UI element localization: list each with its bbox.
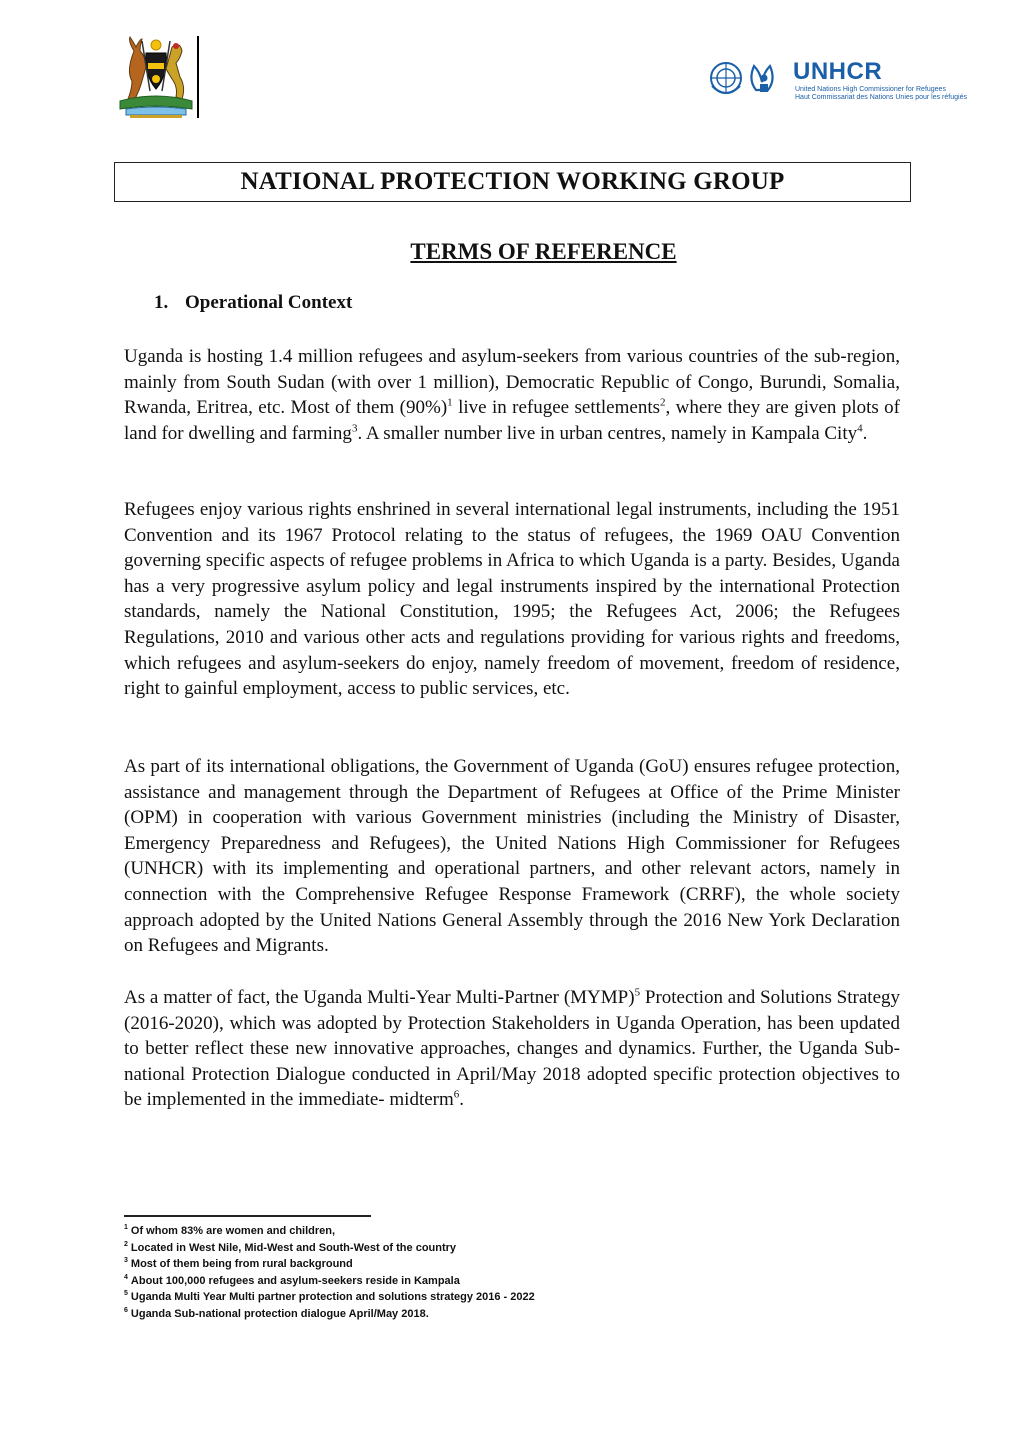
paragraph-4-text: .: [459, 1089, 465, 1111]
unhcr-wordmark: UNHCR: [793, 58, 883, 85]
footnote-item: $^5$ Uganda Multi Year Multi partner protection and solutions strategy 2016 - 2022: [124, 1290, 535, 1303]
paragraph-1-text: Uganda is hosting 1.4 million refugees and asylum-seekers from various countries of the sub-region, mainly from South Sudan (with over 1 million), Democratic Republic of Congo, Burundi, Somalia, Rwanda, Eritrea, etc. Most of them (90%): [124, 346, 900, 419]
un-emblem-icon: [711, 63, 741, 93]
paragraph-1-text: live in refugee settlements: [452, 397, 660, 419]
unhcr-tagline-en: United Nations High Commissioner for Refugees: [795, 86, 946, 93]
document-title: NATIONAL PROTECTION WORKING GROUP: [240, 168, 785, 195]
footnote-ref-2[interactable]: 2: [660, 396, 666, 409]
footnote-ref-5[interactable]: 5: [634, 986, 641, 999]
footnote-ref-3[interactable]: 3: [351, 422, 358, 435]
footnote-item: $^4$ About 100,000 refugees and asylum-seekers reside in Kampala: [124, 1273, 460, 1287]
unhcr-hands-icon: [751, 66, 772, 92]
paragraph-1-text: . A smaller number live in urban centres, namely in Kampala City: [357, 422, 858, 444]
paragraph-4: [124, 985, 900, 1113]
footnote-item: $^1$ Of whom 83% are women and children,: [124, 1224, 336, 1237]
footnote-ref-4[interactable]: 4: [857, 422, 863, 435]
document-title-box: [114, 162, 911, 202]
paragraph-1-text: .: [862, 422, 868, 444]
paragraph-4-text: As a matter of fact, the Uganda Multi-Year Multi-Partner (MYMP): [124, 987, 635, 1008]
paragraph-4-text: Protection and Solutions Strategy (2016-2020), which was adopted by Protection Stakeholders in Uganda Operation, has been updated to better reflect these new innovative approaches, changes and dynamics. Further, the Uganda Sub-national Protection Dialogue conducted in April/May 2018 adopted specific protection objectives to be implemented in the immediate- midterm: [124, 987, 900, 1111]
section-heading: [154, 292, 352, 314]
section-number: 1.: [154, 292, 169, 313]
footnotes-list: [124, 1223, 535, 1322]
logo-divider: [197, 36, 199, 118]
uganda-coat-of-arms-logo: [110, 35, 200, 119]
section-title: Operational Context: [185, 292, 353, 313]
footnote-ref-1[interactable]: 1: [447, 396, 453, 409]
unhcr-tagline: [795, 86, 995, 102]
document-subtitle: TERMS OF REFERENCE: [410, 239, 677, 264]
footnote-separator: [124, 1215, 371, 1217]
footnote-item: $^2$ Located in West Nile, Mid-West and South-West of the country: [124, 1240, 457, 1254]
footnote-ref-6[interactable]: 6: [453, 1089, 460, 1102]
footnote-item: $^6$ Uganda Sub-national protection dialogue April/May 2018.: [124, 1306, 429, 1320]
footnote-item: $^3$ Most of them being from rural background: [124, 1257, 353, 1270]
subtitle-row: [0, 239, 1024, 265]
unhcr-tagline-fr: Haut Commissariat des Nations Unies pour les réfugiés: [795, 94, 967, 101]
paragraph-1: [124, 344, 900, 446]
paragraph-1-text: , where they are given plots of land for dwelling and farming: [124, 397, 900, 444]
paragraph-2: Refugees enjoy various rights enshrined in several international legal instruments, including the 1951 Convention and its 1967 Protocol relating to the status of refugees, the 1969 OAU Convention governing specific aspects of refugee problems in Africa to which Uganda is a party. Besides, Uganda has a very progressive asylum policy and legal instruments inspired by the international Protection standards, namely the National Constitution, 1995; the Refugees Act, 2006; the Refugees Regulations, 2010 and various other acts and regulations providing for various rights and freedoms, which refugees and asylum-seekers do enjoy, namely freedom of movement, freedom of residence, right to gainful employment, access to public services, etc.: [124, 499, 900, 700]
paragraph-3: As part of its international obligations, the Government of Uganda (GoU) ensures refugee protection, assistance and management through the Department of Refugees at Office of the Prime Minister (OPM) in cooperation with various Government ministries (including the Ministry of Disaster, Emergency Preparedness and Refugees), the United Nations High Commissioner for Refugees (UNHCR) with its implementing and operational partners, and other relevant actors, namely in connection with the Comprehensive Refugee Response Framework (CRRF), the whole society approach adopted by the United Nations General Assembly through the 2016 New York Declaration on Refugees and Migrants.: [124, 756, 900, 957]
